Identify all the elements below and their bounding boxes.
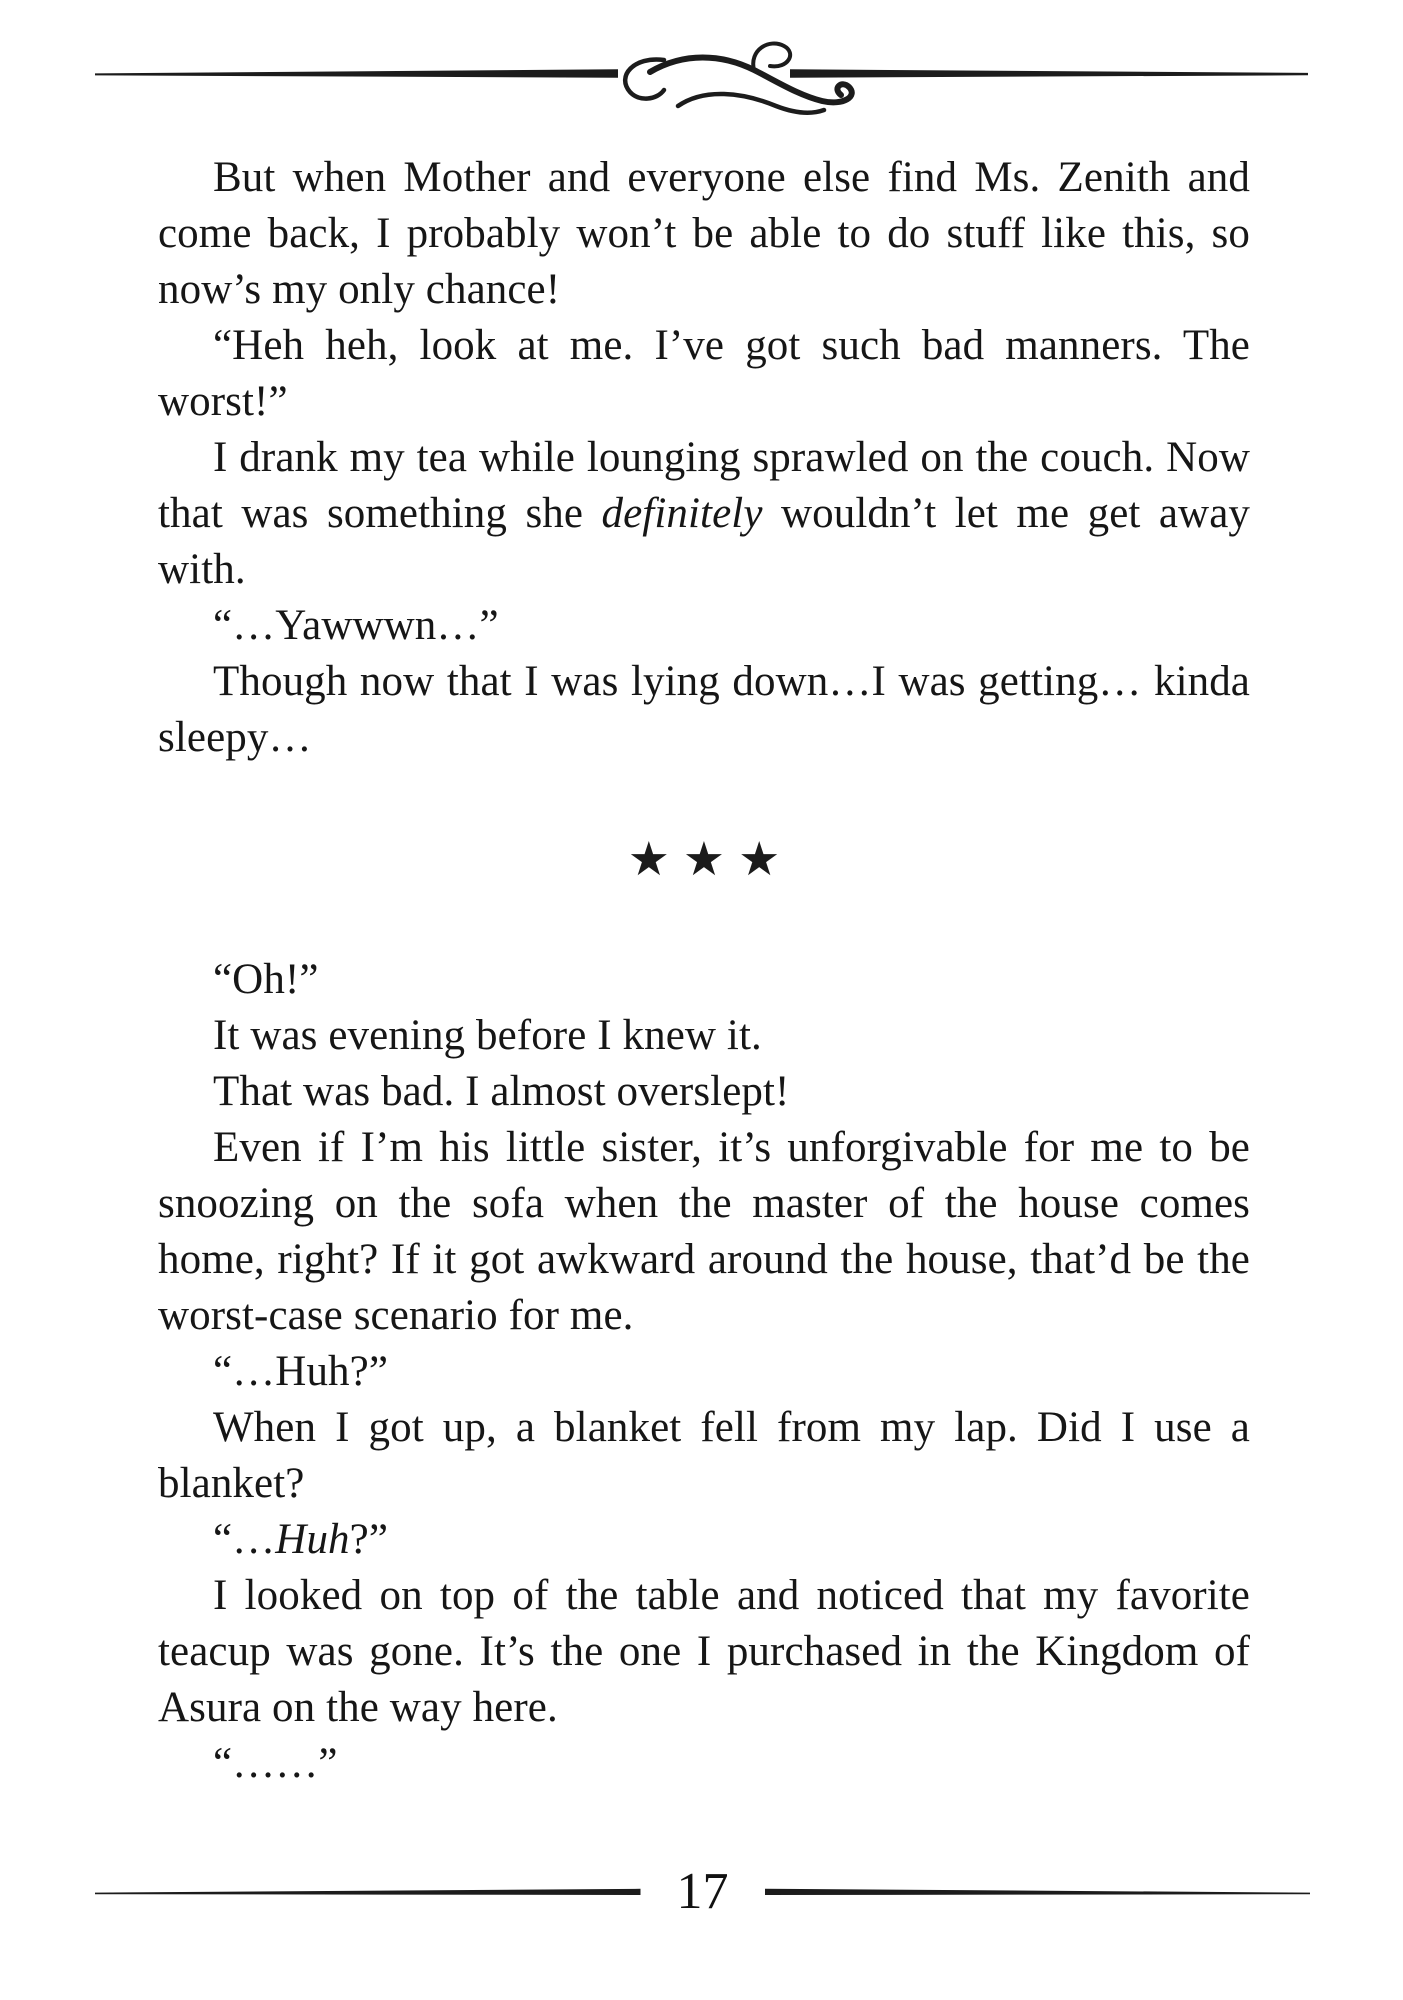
paragraph: When I got up, a blanket fell from my lap. Did I use a blanket?	[158, 1404, 1250, 1507]
paragraph: “…Huh?”	[213, 1516, 389, 1563]
paragraph: “Heh heh, look at me. I’ve got such bad manners. The worst!”	[158, 322, 1250, 425]
paragraph: I looked on top of the table and noticed that my favorite teacup was gone. It’s the one I purchased in the Kingdom of Asura on the way here.	[158, 1572, 1250, 1731]
paragraph: “…Yawwwn…”	[213, 602, 499, 649]
footer	[95, 1852, 1310, 1932]
paragraph: “Oh!”	[213, 956, 319, 1003]
footer-rule-right	[765, 1887, 1311, 1897]
paragraph: “……”	[213, 1740, 338, 1787]
body-text	[158, 150, 1250, 1792]
header-rule-left	[95, 69, 618, 77]
header-ornament	[0, 0, 1403, 150]
footer-rule-left	[95, 1887, 641, 1897]
header-rule-right	[790, 69, 1308, 77]
paragraph: Though now that I was lying down…I was getting… kinda sleepy…	[158, 658, 1250, 761]
star-divider: ★★★	[627, 834, 794, 886]
page-number: 17	[676, 1863, 729, 1920]
flourish-icon	[625, 43, 852, 112]
paragraph: “…Huh?”	[213, 1348, 389, 1395]
paragraph: That was bad. I almost overslept!	[213, 1068, 790, 1115]
paragraph: Even if I’m his little sister, it’s unforgivable for me to be snoozing on the sofa when the master of the house comes home, right? If it got awkward around the house, that’d be the worst-case scenario for me.	[158, 1124, 1250, 1339]
paragraph: But when Mother and everyone else find Ms. Zenith and come back, I probably won’t be able to do stuff like this, so now’s my only chance!	[158, 154, 1250, 313]
paragraph: I drank my tea while lounging sprawled on the couch. Now that was something she definitely wouldn’t let me get away with.	[158, 434, 1250, 593]
paragraph: It was evening before I knew it.	[213, 1012, 762, 1059]
